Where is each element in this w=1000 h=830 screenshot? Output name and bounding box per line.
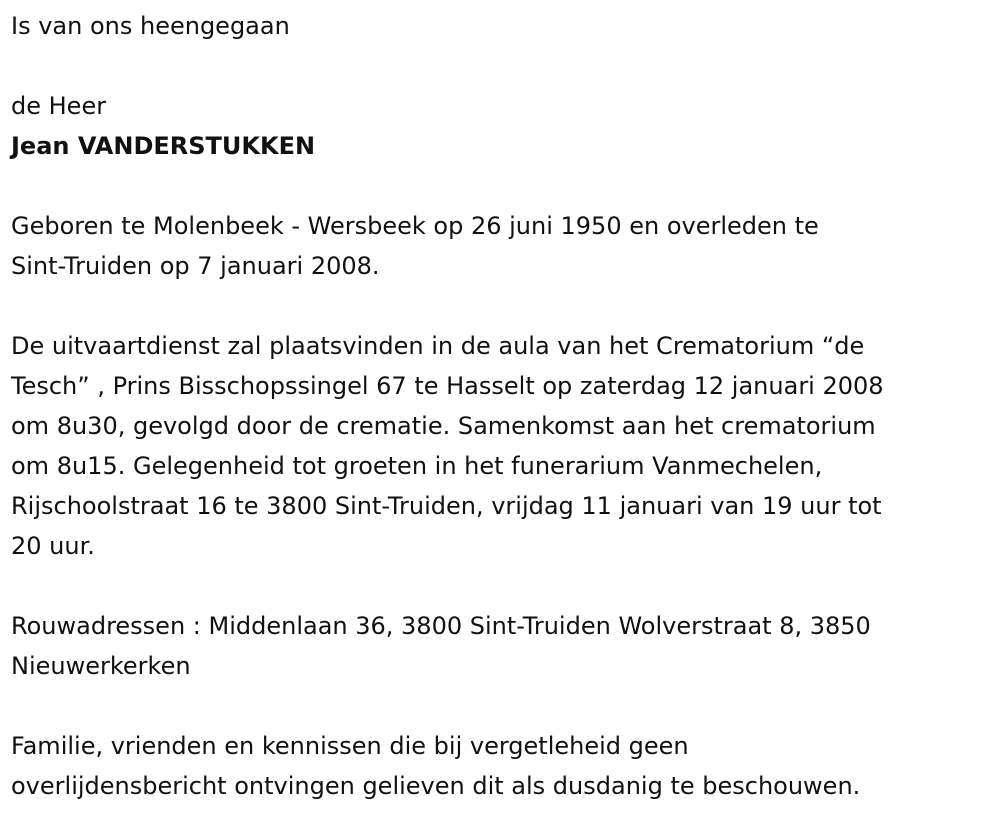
paragraph-line: Rijschoolstraat 16 te 3800 Sint-Truiden, vrijdag 11 januari van 19 uur tot <box>11 492 882 520</box>
spacer <box>11 686 991 726</box>
paragraph-line: Sint-Truiden op 7 januari 2008. <box>11 252 380 280</box>
deceased-name: Jean VANDERSTUKKEN <box>11 132 316 160</box>
addresses-paragraph <box>11 606 991 686</box>
paragraph-line: Geboren te Molenbeek - Wersbeek op 26 juni 1950 en overleden te <box>11 212 819 240</box>
service-paragraph <box>11 326 991 566</box>
paragraph-line: Familie, vrienden en kennissen die bij vergetleheid geen <box>11 732 689 760</box>
paragraph-line: overlijdensbericht ontvingen gelieven dit als dusdanig te beschouwen. <box>11 772 861 800</box>
closing-paragraph <box>11 726 991 806</box>
paragraph-line: Rouwadressen : Middenlaan 36, 3800 Sint-Truiden Wolverstraat 8, 3850 <box>11 612 871 640</box>
paragraph-line: Nieuwerkerken <box>11 652 191 680</box>
birth-death-paragraph <box>11 206 991 286</box>
spacer <box>11 286 991 326</box>
spacer <box>11 166 991 206</box>
spacer <box>11 566 991 606</box>
paragraph-line: De uitvaartdienst zal plaatsvinden in de aula van het Crematorium “de <box>11 332 865 360</box>
obituary-notice <box>11 6 991 806</box>
paragraph-line: Tesch” , Prins Bisschopssingel 67 te Hasselt op zaterdag 12 januari 2008 <box>11 372 884 400</box>
intro-text: Is van ons heengegaan <box>11 12 290 40</box>
paragraph-line: 20 uur. <box>11 532 95 560</box>
spacer <box>11 46 991 86</box>
title-prefix: de Heer <box>11 92 107 120</box>
paragraph-line: om 8u15. Gelegenheid tot groeten in het funerarium Vanmechelen, <box>11 452 823 480</box>
paragraph-line: om 8u30, gevolgd door de crematie. Samenkomst aan het crematorium <box>11 412 876 440</box>
